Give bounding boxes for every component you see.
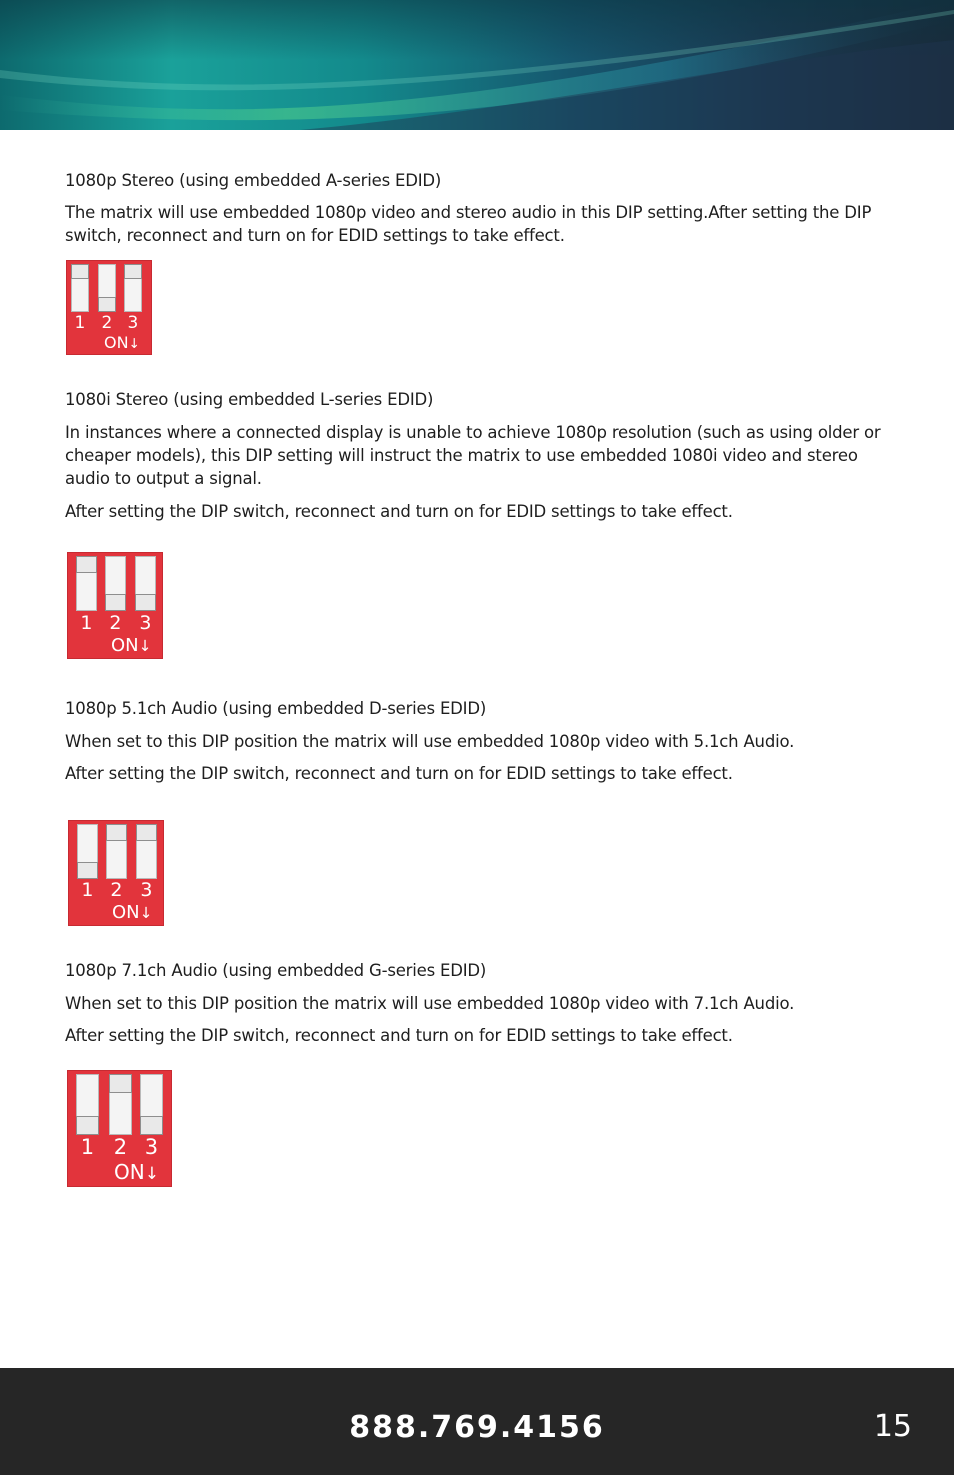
dip-switch-slot-2	[109, 1074, 132, 1135]
dip-switch-number-2: 2	[101, 313, 113, 333]
dip-on-label: ON↓	[111, 635, 152, 656]
dip-switch-knob-2	[109, 1074, 132, 1093]
down-arrow-icon: ↓	[144, 1164, 159, 1184]
section-4-paragraph-2: After setting the DIP switch, reconnect and turn on for EDID settings to take effect.	[65, 1026, 733, 1045]
dip-switch-slot-3	[140, 1074, 163, 1135]
dip-switch-diagram-4	[67, 1070, 172, 1187]
dip-switch-number-3: 3	[140, 879, 153, 901]
dip-switch-number-3: 3	[139, 612, 152, 634]
dip-switch-number-1: 1	[80, 612, 93, 634]
dip-switch-slot-1	[76, 1074, 99, 1135]
dip-switch-diagram-3	[68, 820, 164, 926]
down-arrow-icon: ↓	[139, 904, 153, 922]
dip-switch-slot-3	[136, 824, 157, 879]
dip-switch-number-2: 2	[110, 879, 123, 901]
dip-switch-knob-3	[135, 594, 156, 611]
section-2-heading: 1080i Stereo (using embedded L-series EDID)	[65, 390, 434, 409]
down-arrow-icon: ↓	[138, 637, 152, 655]
section-3-heading: 1080p 5.1ch Audio (using embedded D-series EDID)	[65, 699, 487, 718]
dip-switch-slot-1	[71, 264, 89, 312]
dip-switch-slot-2	[105, 556, 126, 611]
section-3-paragraph-1: When set to this DIP position the matrix will use embedded 1080p video with 5.1ch Audio.	[65, 732, 795, 751]
dip-switch-diagram-1	[66, 260, 152, 355]
dip-switch-knob-2	[106, 824, 127, 841]
dip-switch-knob-1	[77, 862, 98, 879]
dip-switch-knob-1	[76, 1116, 99, 1135]
dip-switch-slot-2	[98, 264, 116, 312]
dip-switch-knob-3	[124, 264, 142, 279]
section-2-paragraph-1: In instances where a connected display is unable to achieve 1080p resolution (such as using older or cheaper models), this DIP setting will instruct the matrix to use embedded 1080i video and stereo audio to output a signal.	[65, 423, 881, 488]
section-2-paragraph-2: After setting the DIP switch, reconnect and turn on for EDID settings to take effect.	[65, 502, 733, 521]
dip-on-label: ON↓	[114, 1160, 159, 1184]
dip-switch-knob-1	[71, 264, 89, 279]
dip-switch-number-1: 1	[81, 879, 94, 901]
dip-on-label: ON↓	[104, 333, 140, 352]
dip-switch-slot-2	[106, 824, 127, 879]
dip-switch-number-2: 2	[113, 1135, 128, 1159]
dip-switch-number-1: 1	[74, 313, 86, 333]
dip-switch-knob-2	[105, 594, 126, 611]
dip-switch-number-3: 3	[144, 1135, 159, 1159]
dip-switch-slot-1	[76, 556, 97, 611]
footer-phone-number: 888.769.4156	[349, 1410, 605, 1445]
section-1-paragraph-1: The matrix will use embedded 1080p video and stereo audio in this DIP setting.After setting the DIP switch, reconnect and turn on for EDID settings to take effect.	[65, 203, 872, 245]
header-banner	[0, 0, 954, 130]
page-number: 15	[873, 1409, 912, 1444]
dip-switch-diagram-2	[67, 552, 163, 659]
section-4-paragraph-1: When set to this DIP position the matrix will use embedded 1080p video with 7.1ch Audio.	[65, 994, 795, 1013]
dip-switch-slot-3	[124, 264, 142, 312]
dip-switch-number-1: 1	[80, 1135, 95, 1159]
section-3-paragraph-2: After setting the DIP switch, reconnect and turn on for EDID settings to take effect.	[65, 764, 733, 783]
down-arrow-icon: ↓	[128, 336, 140, 352]
section-1-heading: 1080p Stereo (using embedded A-series EDID)	[65, 171, 442, 190]
dip-switch-slot-3	[135, 556, 156, 611]
dip-switch-slot-1	[77, 824, 98, 879]
dip-switch-knob-2	[98, 297, 116, 312]
dip-on-label: ON↓	[112, 902, 153, 923]
section-4-heading: 1080p 7.1ch Audio (using embedded G-series EDID)	[65, 961, 487, 980]
banner-swoosh-graphic	[0, 0, 954, 130]
dip-switch-number-3: 3	[127, 313, 139, 333]
dip-switch-knob-3	[136, 824, 157, 841]
dip-switch-knob-3	[140, 1116, 163, 1135]
dip-switch-number-2: 2	[109, 612, 122, 634]
dip-switch-knob-1	[76, 556, 97, 573]
